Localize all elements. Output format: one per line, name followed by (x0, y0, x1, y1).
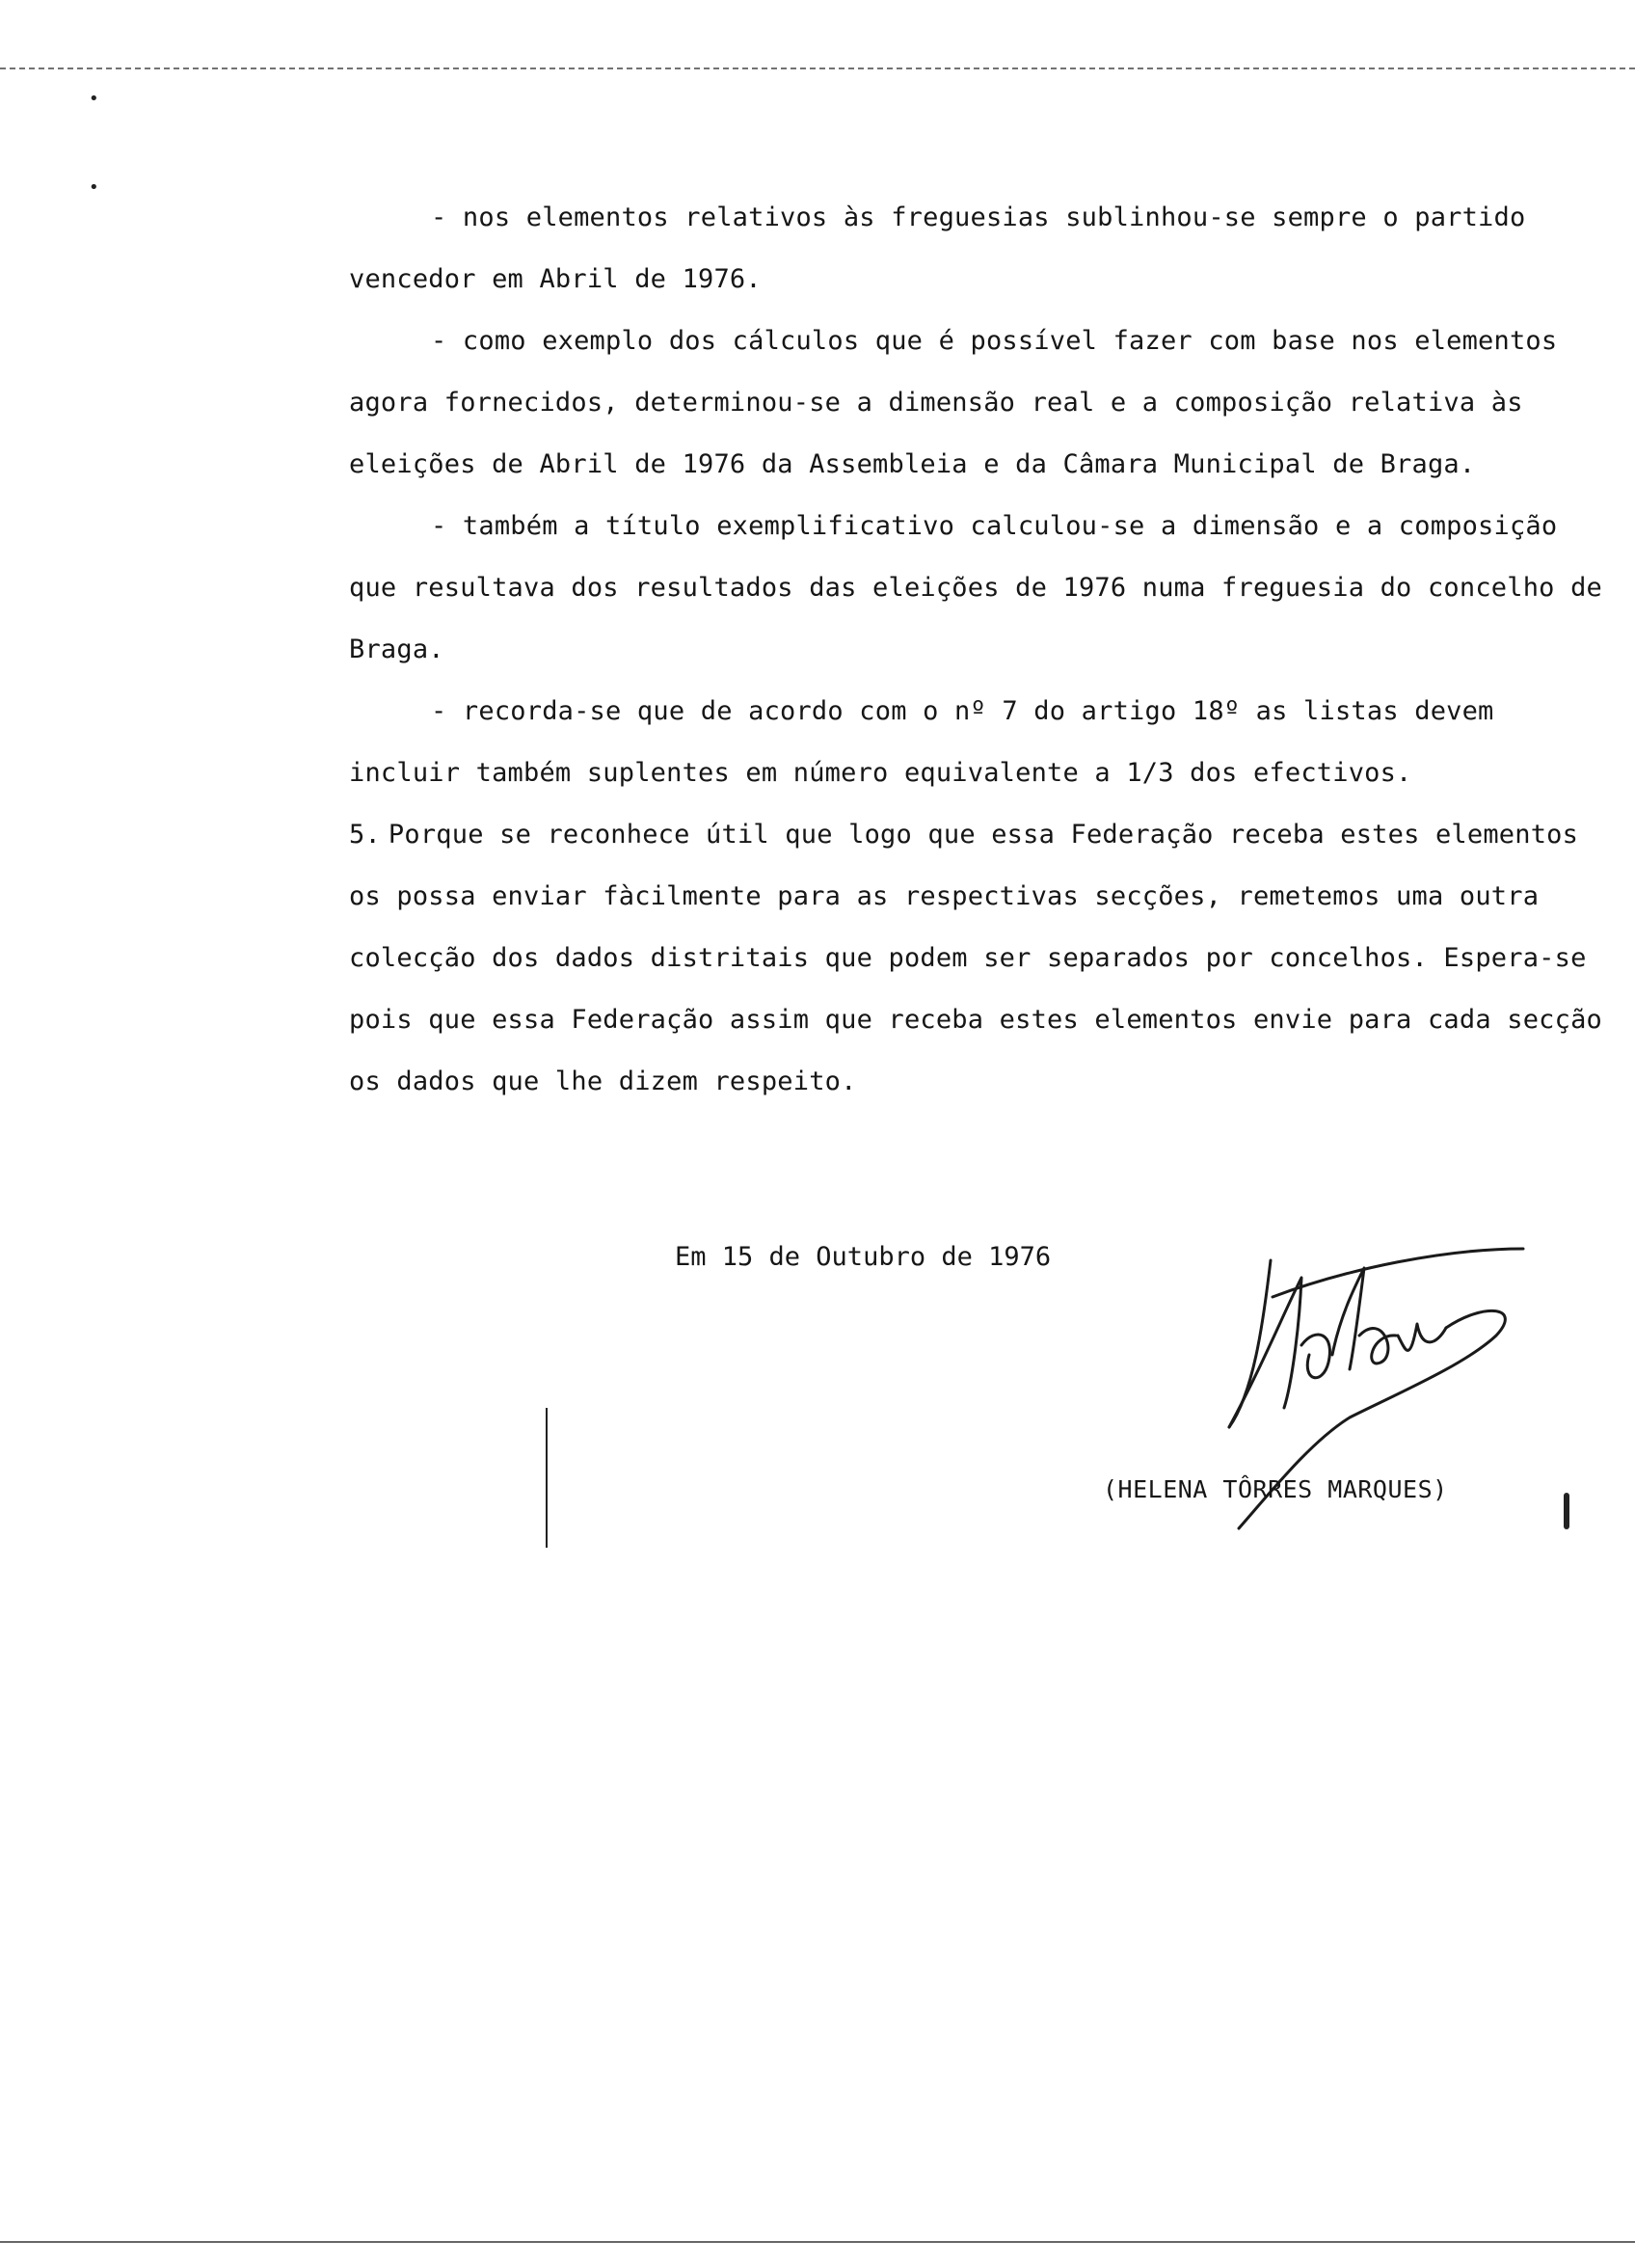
numbered-paragraph (349, 804, 1602, 1113)
list-item-text: - recorda-se que de acordo com o nº 7 do artigo 18º as listas devem incluir também suplentes em número equivalente a 1/3 dos efectivos. (349, 696, 1494, 788)
date-line: Em 15 de Outubro de 1976 (675, 1242, 1052, 1272)
list-item (349, 681, 1602, 804)
list-item (349, 310, 1602, 496)
paragraph-text: Porque se reconhece útil que logo que essa Federação receba estes elementos os possa enviar fàcilmente para as respectivas secções, remetemos uma outra colecção dos dados distritais que podem ser separados por concelhos. Espera-se pois que essa Federação assim que receba estes elementos envie para cada secção os dados que lhe dizem respeito. (349, 820, 1602, 1096)
margin-mark: • (89, 89, 99, 109)
bottom-edge-line (0, 2241, 1635, 2243)
margin-mark: • (89, 177, 99, 198)
scan-mark (1564, 1493, 1569, 1529)
letter-body (349, 187, 1602, 1113)
paragraph-number: 5. (349, 820, 381, 850)
list-item-text: - também a título exemplificativo calculou-se a dimensão e a composição que resultava dos resultados das eleições de 1976 numa freguesia do concelho de Braga. (349, 511, 1602, 664)
scan-mark (546, 1408, 548, 1548)
list-item (349, 187, 1602, 310)
top-edge-line (0, 68, 1635, 69)
signature-icon (1157, 1210, 1562, 1567)
list-item-text: - como exemplo dos cálculos que é possível fazer com base nos elementos agora fornecidos, determinou-se a dimensão real e a composição relativa às eleições de Abril de 1976 da Assembleia e da Câmara Municipal de Braga. (349, 326, 1558, 479)
list-item-text: - nos elementos relativos às freguesias sublinhou-se sempre o partido vencedor em Abril de 1976. (349, 202, 1526, 294)
list-item (349, 496, 1602, 681)
signatory-name: (HELENA TÔRRES MARQUES) (1103, 1475, 1448, 1503)
